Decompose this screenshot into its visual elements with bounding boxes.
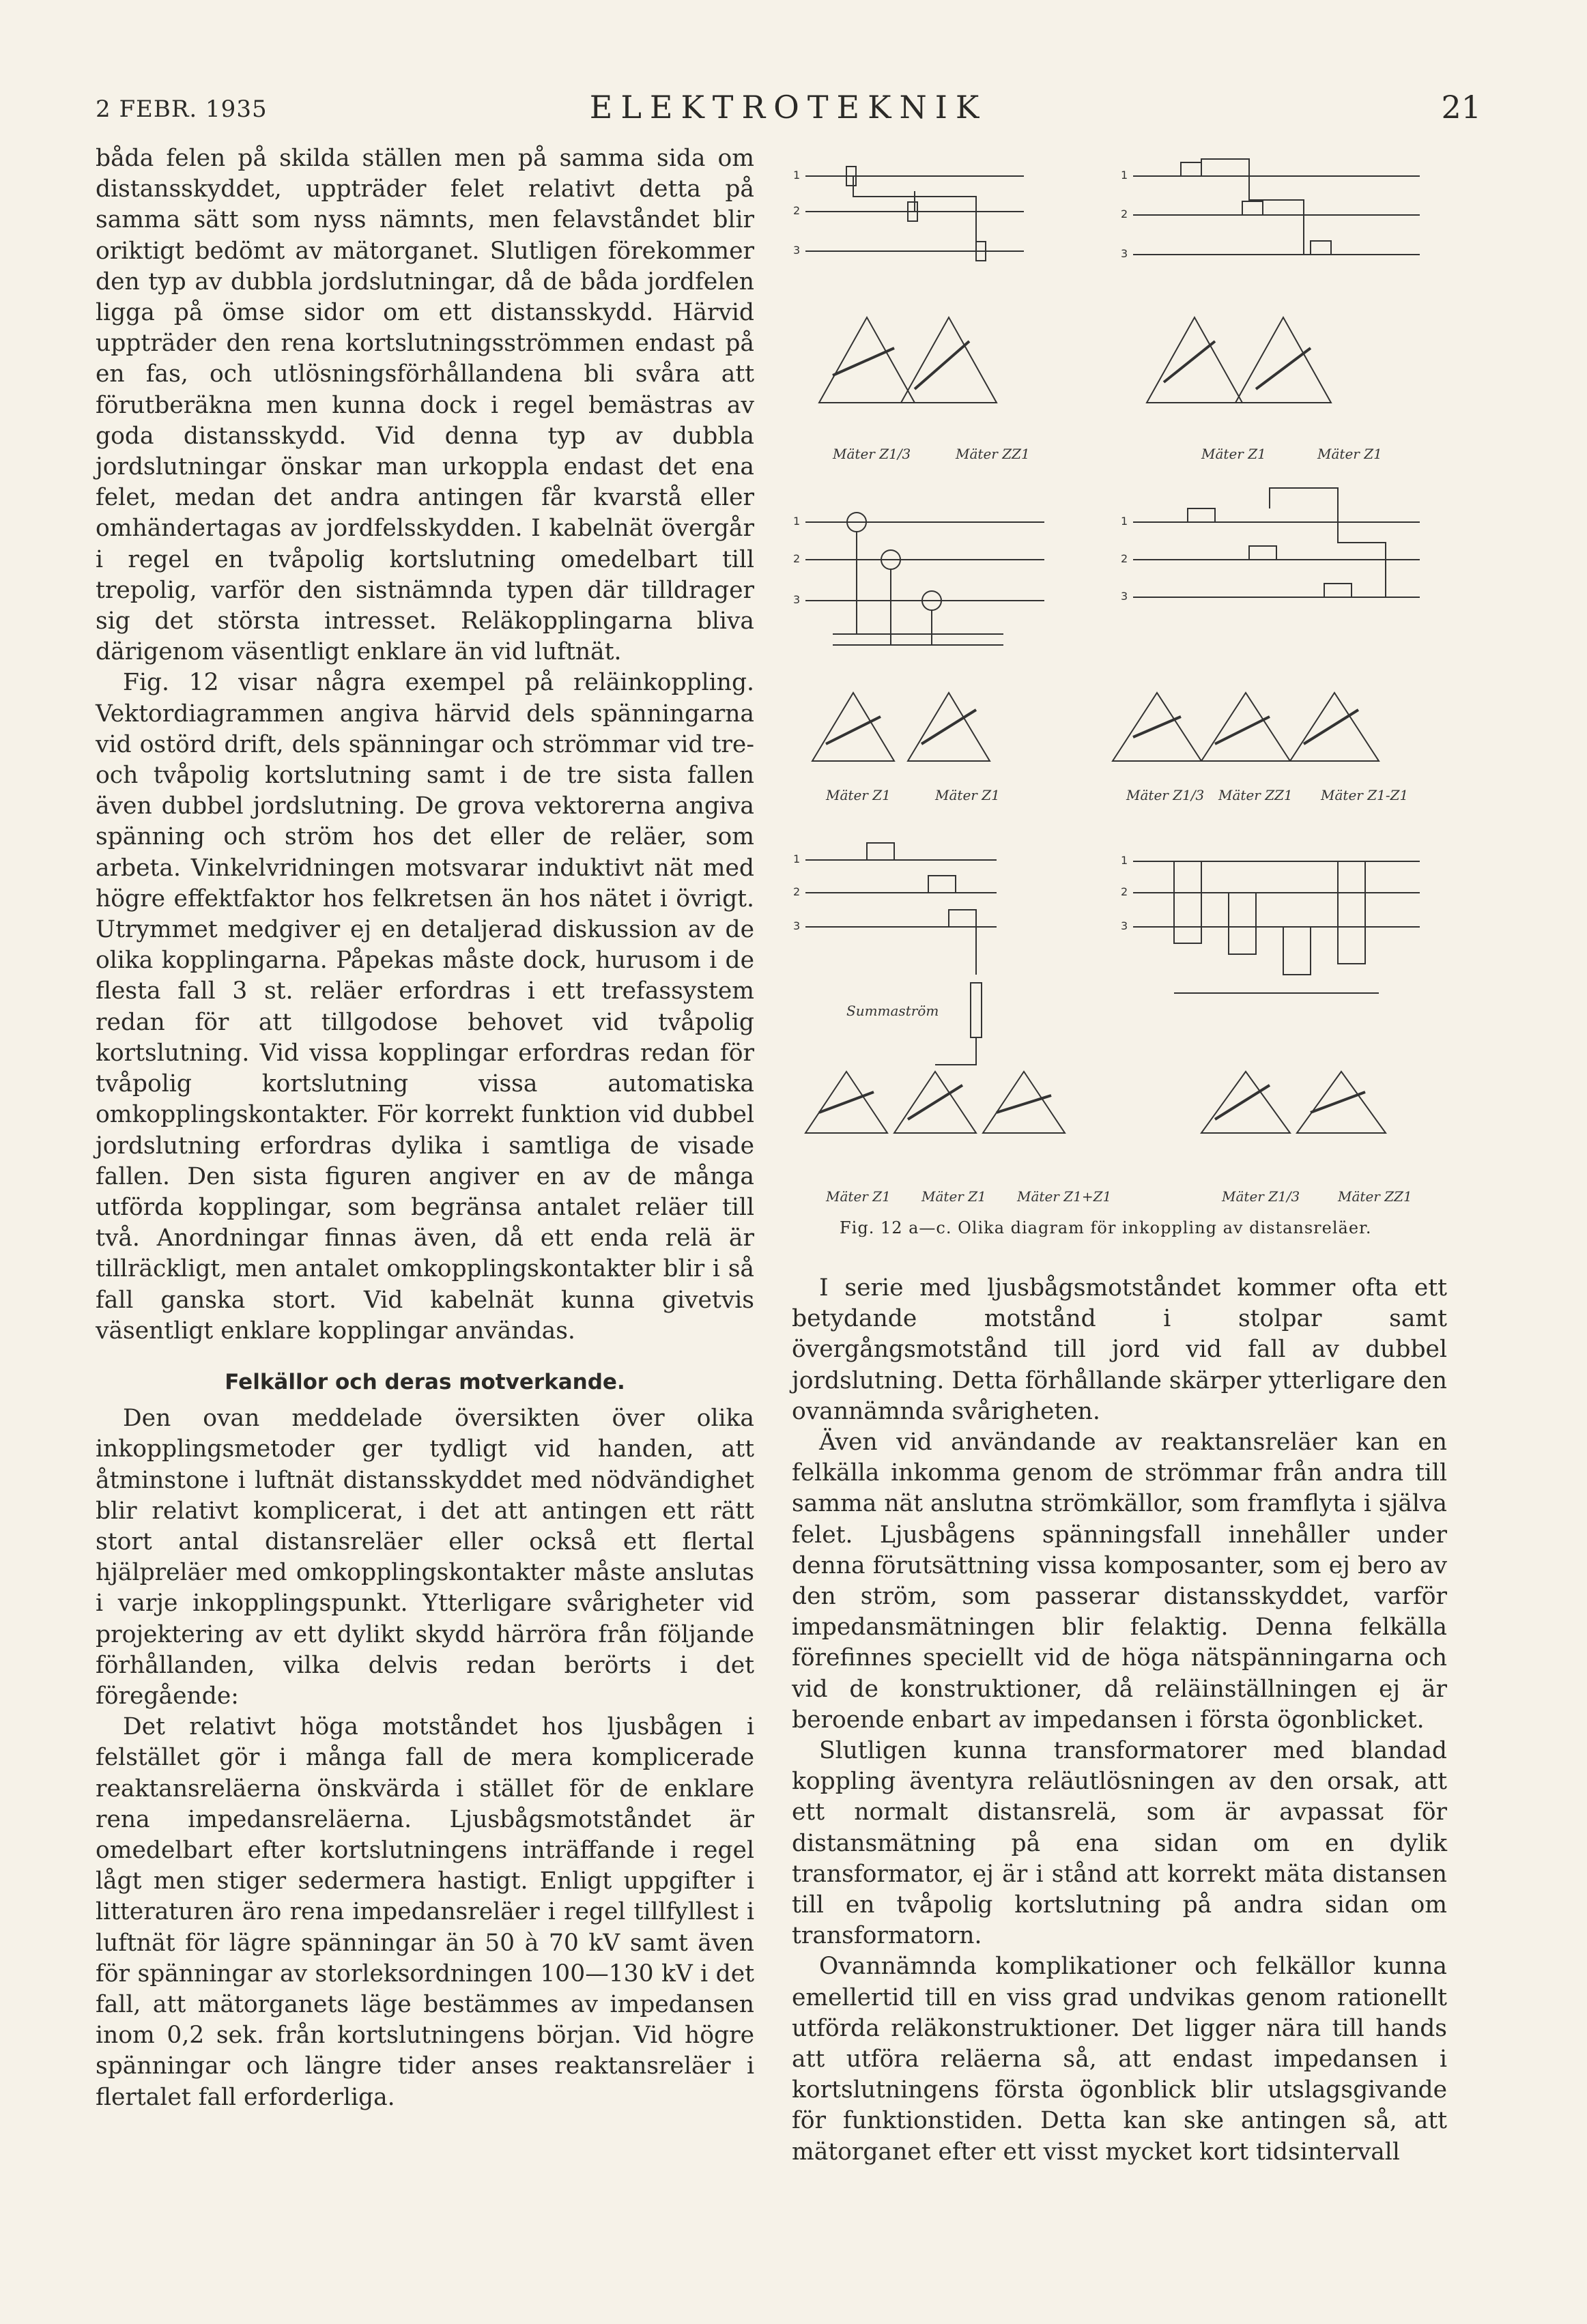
paragraph: Fig. 12 visar några exempel på reläinkoppling. Vektordiagrammen angiva härvid dels spänningarna vid ostörd drift, dels spänningar och strömmar vid tre- och tvåpolig kortslutning samt i de tre sista fallen även dubbel jordslutning. De grova vektorerna angiva spänning och ström hos det eller de reläer, som arbeta. Vinkelvridningen motsvarar induktivt nät med högre effektfaktor hos felkretsen än hos nätet i övrigt. Utrymmet medgiver ej en detaljerad diskussion av de olika kopplingarna. Påpekas måste dock, hurusom i de flesta fall 3 st. reläer erfordras i ett trefassystem redan för att tillgodose behovet vid tvåpolig kortslutning. Vid vissa kopplingar erfordras redan för tvåpolig kortslutning vissa automatiska omkopplingskontakter. För korrekt funktion vid dubbel jordslutning erfordras dylika i samtliga de visade fallen. Den sista figuren angiver en av de många utförda kopplingar, som begränsa antalet reläer till två. Anordningar finnas även, då ett enda relä är tillräckligt, men antalet omkopplingskontakter blir i så fall ganska stort. Vid kabelnät kunna givetvis väsentligt enklare kopplingar användas. <box>96 669 754 1345</box>
vector-label: Mäter Z1 <box>826 787 891 803</box>
phase-label: 2 <box>1121 552 1128 565</box>
left-column <box>96 143 754 2113</box>
figure-12 <box>792 143 1447 1249</box>
phase-label: 3 <box>1121 590 1128 603</box>
vector-label: Mäter Z1 <box>826 1188 891 1205</box>
phase-label: 3 <box>793 919 801 932</box>
vector-label: Mäter Z1 <box>1317 446 1382 462</box>
circuit-diagrams <box>792 143 1447 1249</box>
paragraph: I serie med ljusbågsmotståndet kommer ofta ett betydande motstånd i stolpar samt övergångsmotstånd till jord vid fall av dubbel jordslutning. Detta förhållande skärper ytterligare den ovannämnda svårigheten. <box>792 1274 1447 1425</box>
vector-label: Mäter ZZ1 <box>1338 1188 1412 1205</box>
phase-label: 1 <box>793 852 801 865</box>
circuit-a-left <box>805 167 1024 261</box>
phase-label: 2 <box>1121 207 1128 220</box>
phase-label: 1 <box>1121 515 1128 528</box>
phase-label: 1 <box>793 515 801 528</box>
vector-label: Mäter Z1 <box>1201 446 1266 462</box>
circuit-b-left <box>805 513 1044 645</box>
vector-label: Mäter Z1-Z1 <box>1321 787 1409 803</box>
issue-date: 2 FEBR. 1935 <box>96 96 268 123</box>
vector-label: Mäter Z1 <box>935 787 1000 803</box>
page-header <box>96 89 1481 137</box>
figure-caption: Fig. 12 a—c. Olika diagram för inkoppling av distansreläer. <box>840 1218 1372 1237</box>
circuit-b-right <box>1133 488 1420 597</box>
paragraph: Slutligen kunna transformatorer med blandad koppling äventyra reläutlösningen av den orsak, att ett normalt distansrelä, som är avpassat för distansmätning på ena sidan om en dylik transformator, ej är i stånd att korrekt mäta distansen till en tvåpolig kortslutning på andra sidan om transformatorn. <box>792 1737 1447 1950</box>
vector-label: Mäter ZZ1 <box>956 446 1030 462</box>
journal-title: ELEKTROTEKNIK <box>589 89 988 126</box>
vector-row-3 <box>805 1072 1386 1133</box>
paragraph: Ovannämnda komplikationer och felkällor kunna emellertid till en viss grad undvikas genom rationellt utförda reläkonstruktioner. Det ligger nära till hands att utföra reläerna så, att endast impedansen i kortslutningens första ögonblick blir utslagsgivande för funktionstiden. Detta kan ske antingen så, att mätorganet efter ett visst mycket kort tidsintervall <box>792 1953 1447 2166</box>
summation-current-label: Summaström <box>846 1003 939 1019</box>
vector-label: Mäter Z1/3 <box>833 446 911 462</box>
phase-label: 3 <box>793 244 801 257</box>
phase-label: 2 <box>793 552 801 565</box>
paragraph: Även vid användande av reaktansreläer kan en felkälla inkomma genom de strömmar från andra till samma nät anslutna strömkällor, som framflyta i själva felet. Ljusbågens spänningsfall innehåller under denna förutsättning vissa komposanter, som ej bero av den ström, som passerar distansskyddet, varför impedansmätningen blir felaktig. Denna felkälla förefinnes speciellt vid de höga nätspänningarna och vid de konstruktioner, då reläinställningen ej är beroende enbart av impedansen i första ögonblicket. <box>792 1429 1447 1734</box>
phase-label: 1 <box>1121 854 1128 867</box>
vector-label: Mäter Z1/3 <box>1222 1188 1300 1205</box>
phase-label: 3 <box>1121 247 1128 260</box>
paragraph: båda felen på skilda ställen men på samma sida om distansskyddet, uppträder felet relativt detta på samma sätt som nyss nämnts, men felavståndet blir oriktigt bedömt av mätorganet. Slutligen förekommer den typ av dubbla jordslutningar, då de båda jordfelen ligga på ömse sidor om ett distansskydd. Härvid uppträder den rena kortslutningsströmmen endast på en fas, och utlösningsförhållandena bli svåra att förutberäkna men kunna dock i regel bemästras av goda distansskydd. Vid denna typ av dubbla jordslutningar önskar man urkoppla endast det ena felet, medan det andra antingen får kvarstå eller omhändertagas av jordfelsskydden. I kabelnät övergår i regel en tvåpolig kortslutning omedelbart till trepolig, varför den sistnämnda typen där tilldrager sig det största intresset. Reläkopplingarna bliva därigenom väsentligt enklare än vid luftnät. <box>96 145 754 666</box>
circuit-c-right <box>1133 861 1420 993</box>
vector-label: Mäter Z1/3 <box>1126 787 1205 803</box>
phase-label: 1 <box>793 169 801 182</box>
vector-label: Mäter ZZ1 <box>1218 787 1293 803</box>
phase-label: 2 <box>793 885 801 898</box>
circuit-a-right <box>1133 159 1420 255</box>
phase-label: 3 <box>1121 919 1128 932</box>
vector-label: Mäter Z1+Z1 <box>1017 1188 1112 1205</box>
circuit-c-left <box>805 843 997 1065</box>
right-column <box>792 1273 1447 2168</box>
page-number: 21 <box>1441 89 1481 126</box>
phase-label: 1 <box>1121 169 1128 182</box>
vector-row-2 <box>812 693 1379 761</box>
phase-label: 2 <box>793 204 801 217</box>
vector-row-1 <box>819 317 1331 403</box>
paragraph: Den ovan meddelade översikten över olika inkopplingsmetoder ger tydligt vid handen, att åtminstone i luftnät distansskyddet med nödvändighet blir relativt komplicerat, i det att antingen ett rätt stort antal distansreläer eller också ett flertal hjälpreläer med omkopplingskontakter måste anslutas i varje inkopplingspunkt. Ytterligare svårigheter vid projektering av ett dylikt skydd härröra från följande förhållanden, vilka delvis redan berörts i det föregående: <box>96 1405 754 1710</box>
section-heading: Felkällor och deras motverkande. <box>225 1369 625 1394</box>
phase-label: 2 <box>1121 885 1128 898</box>
paragraph: Det relativt höga motståndet hos ljusbågen i felstället gör i många fall de mera komplicerade reaktansreläerna önskvärda i stället för de enklare rena impedansreläerna. Ljusbågsmotståndet är omedelbart efter kortslutningens inträffande i regel lågt men stiger sedermera hastigt. Enligt uppgifter i litteraturen äro rena impedansreläer i regel tillfyllest i luftnät för lägre spänningar än 50 à 70 kV samt även för spänningar av storleksordningen 100—130 kV i det fall, att mätorganets läge bestämmes av impedansen inom 0,2 sek. från kortslutningens början. Vid högre spänningar och längre tider anses reaktansreläer i flertalet fall erforderliga. <box>96 1713 754 2111</box>
phase-label: 3 <box>793 593 801 606</box>
vector-label: Mäter Z1 <box>921 1188 986 1205</box>
